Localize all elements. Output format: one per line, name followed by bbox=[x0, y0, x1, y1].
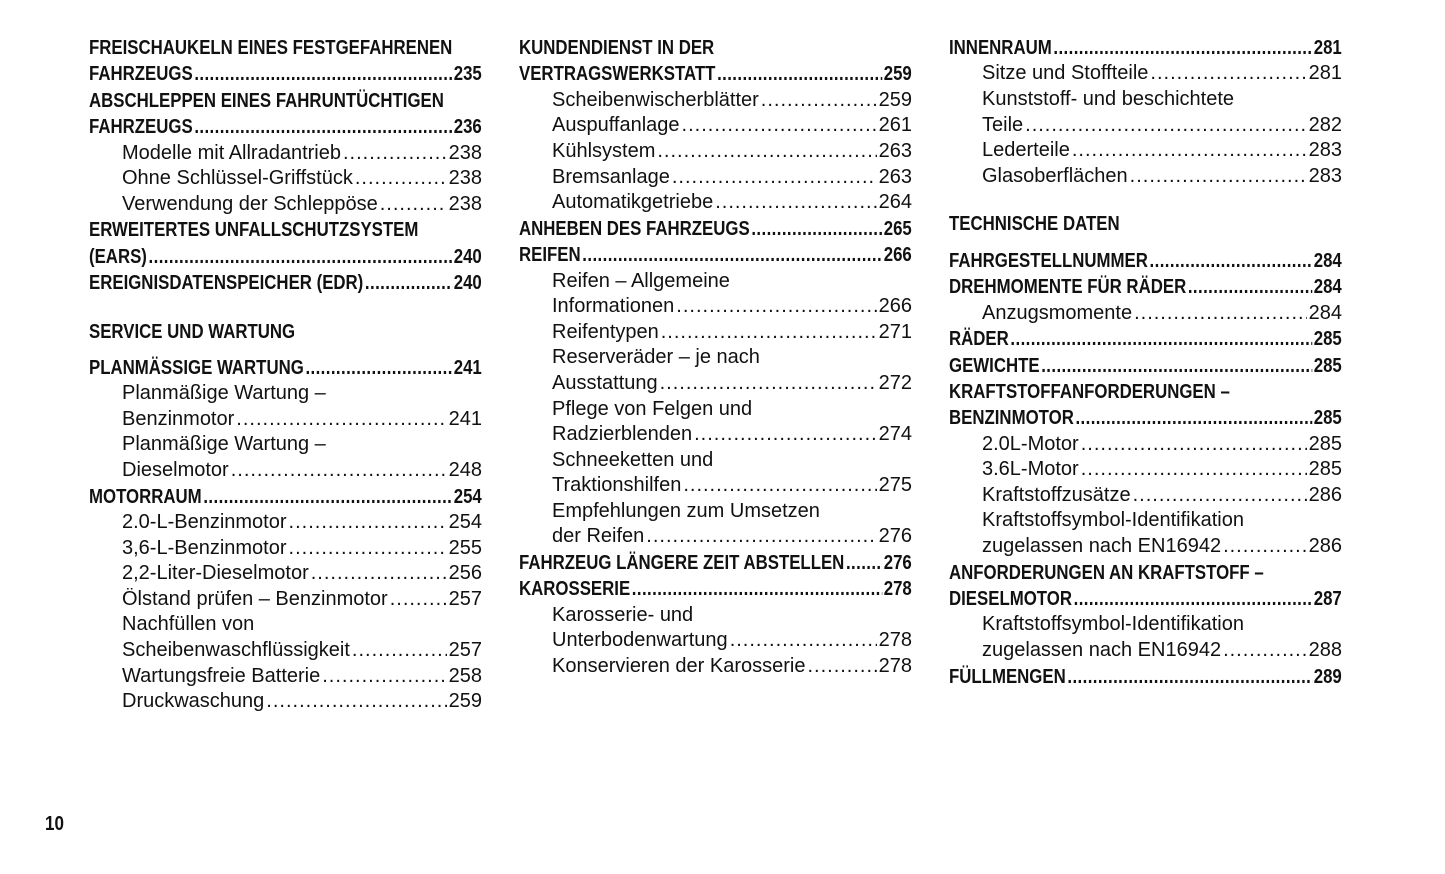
entry-title: VERTRAGSWERKSTATT bbox=[519, 62, 716, 86]
dot-leader bbox=[1010, 327, 1312, 351]
dot-leader bbox=[311, 562, 447, 585]
toc-subentry bbox=[949, 509, 1342, 535]
toc-subentry[interactable] bbox=[519, 525, 912, 551]
dot-leader bbox=[761, 89, 877, 112]
toc-subentry[interactable] bbox=[89, 193, 482, 219]
toc-subentry[interactable] bbox=[89, 511, 482, 537]
dot-leader bbox=[1081, 433, 1307, 456]
page-ref: 281 bbox=[1313, 36, 1342, 59]
page-ref: 259 bbox=[883, 62, 912, 86]
entry-title: TECHNISCHE DATEN bbox=[949, 212, 1120, 236]
toc-subentry[interactable] bbox=[519, 655, 912, 681]
toc-subentry bbox=[519, 500, 912, 526]
page-ref: 257 bbox=[448, 639, 482, 662]
entry-title: Glasoberflächen bbox=[982, 164, 1128, 187]
entry-title: FAHRZEUGS bbox=[89, 62, 193, 86]
entry-title: Kunststoff- und beschichtete bbox=[982, 87, 1235, 110]
entry-title: Benzinmotor bbox=[122, 407, 235, 430]
toc-subentry[interactable] bbox=[949, 458, 1342, 484]
entry-title: 3,6-L-Benzinmotor bbox=[122, 536, 287, 559]
dot-leader bbox=[1150, 62, 1306, 85]
dot-leader bbox=[194, 62, 452, 86]
dot-leader bbox=[390, 588, 447, 611]
page-ref: 286 bbox=[1308, 535, 1342, 558]
entry-title: zugelassen nach EN16942 bbox=[982, 535, 1222, 558]
page-ref: 265 bbox=[883, 216, 912, 240]
dot-leader bbox=[343, 142, 447, 165]
entry-title: Reserveräder – je nach bbox=[552, 346, 760, 369]
entry-title: Empfehlungen zum Umsetzen bbox=[552, 499, 820, 522]
dot-leader bbox=[694, 423, 877, 446]
page-ref: 259 bbox=[878, 88, 912, 111]
dot-leader bbox=[203, 485, 452, 509]
toc-entry[interactable] bbox=[89, 356, 482, 382]
page-ref: 240 bbox=[453, 244, 482, 268]
entry-title: (EARS) bbox=[89, 244, 147, 268]
toc-subentry[interactable] bbox=[519, 191, 912, 217]
page-ref: 264 bbox=[878, 191, 912, 214]
page-ref: 278 bbox=[878, 655, 912, 678]
page-ref: 288 bbox=[1308, 639, 1342, 662]
entry-title: INNENRAUM bbox=[949, 36, 1052, 59]
entry-title: Druckwaschung bbox=[122, 690, 265, 713]
entry-title: Planmäßige Wartung – bbox=[122, 433, 326, 456]
page-ref: 258 bbox=[448, 664, 482, 687]
entry-title: Teile bbox=[982, 113, 1024, 136]
entry-title: KUNDENDIENST IN DER bbox=[519, 36, 715, 59]
entry-title: KRAFTSTOFFANFORDERUNGEN – bbox=[949, 379, 1230, 403]
dot-leader bbox=[149, 245, 453, 269]
entry-title: Dieselmotor bbox=[122, 459, 229, 482]
toc-entry[interactable] bbox=[519, 577, 912, 603]
entry-title: Scheibenwischerblätter bbox=[552, 88, 759, 111]
dot-leader bbox=[1133, 484, 1307, 507]
page-ref: 256 bbox=[448, 562, 482, 585]
page-ref: 285 bbox=[1308, 432, 1342, 455]
dot-leader bbox=[657, 140, 876, 163]
entry-title: BENZINMOTOR bbox=[949, 406, 1074, 430]
dot-leader bbox=[1134, 302, 1307, 325]
entry-title: Reifentypen bbox=[552, 320, 659, 343]
dot-leader bbox=[1041, 354, 1312, 378]
entry-title: ANFORDERUNGEN AN KRAFTSTOFF – bbox=[949, 560, 1264, 584]
toc-subentry[interactable] bbox=[89, 562, 482, 588]
entry-title: Unterbodenwartung bbox=[552, 629, 728, 652]
entry-title: REIFEN bbox=[519, 243, 581, 267]
dot-leader bbox=[289, 537, 447, 560]
page-ref: 263 bbox=[878, 139, 912, 162]
entry-title: zugelassen nach EN16942 bbox=[982, 639, 1222, 662]
dot-leader bbox=[1223, 639, 1307, 662]
entry-title: Ausstattung bbox=[552, 371, 658, 394]
toc-subentry[interactable] bbox=[949, 302, 1342, 328]
dot-leader bbox=[730, 629, 877, 652]
page-ref: 257 bbox=[448, 587, 482, 610]
dot-leader bbox=[194, 115, 452, 139]
entry-title: Kraftstoffsymbol-Identifikation bbox=[982, 509, 1244, 532]
dot-leader bbox=[1223, 535, 1307, 558]
page-ref: 284 bbox=[1308, 301, 1342, 324]
entry-title: Nachfüllen von bbox=[122, 613, 255, 636]
page-ref: 282 bbox=[1308, 113, 1342, 136]
entry-title: KAROSSERIE bbox=[519, 577, 631, 601]
toc-subentry[interactable] bbox=[519, 114, 912, 140]
toc-subentry[interactable] bbox=[949, 535, 1342, 561]
entry-title: Modelle mit Allradantrieb bbox=[122, 141, 341, 164]
toc-subentry bbox=[519, 604, 912, 630]
entry-title: MOTORRAUM bbox=[89, 484, 202, 508]
page-ref: 285 bbox=[1313, 327, 1342, 351]
dot-leader bbox=[672, 166, 877, 189]
dot-leader bbox=[646, 525, 876, 548]
toc-subentry[interactable] bbox=[89, 537, 482, 563]
toc-subentry[interactable] bbox=[89, 142, 482, 168]
entry-title: Kraftstoffsymbol-Identifikation bbox=[982, 613, 1244, 636]
toc-subentry[interactable] bbox=[519, 166, 912, 192]
entry-title: Bremsanlage bbox=[552, 165, 670, 188]
entry-title: ANHEBEN DES FAHRZEUGS bbox=[519, 216, 750, 240]
entry-title: 2.0-L-Benzinmotor bbox=[122, 511, 287, 534]
page-ref: 236 bbox=[453, 115, 482, 139]
toc-entry[interactable] bbox=[949, 406, 1342, 432]
dot-leader bbox=[846, 551, 882, 575]
entry-title: FREISCHAUKELN EINES FESTGEFAHRENEN bbox=[89, 36, 453, 59]
toc-subentry[interactable] bbox=[949, 165, 1342, 191]
toc-subentry[interactable] bbox=[89, 690, 482, 716]
page-ref: 271 bbox=[878, 320, 912, 343]
dot-leader bbox=[676, 295, 876, 318]
toc-entry bbox=[89, 89, 482, 115]
toc-entry bbox=[949, 561, 1342, 587]
dot-leader bbox=[661, 321, 877, 344]
dot-leader bbox=[683, 474, 876, 497]
dot-leader bbox=[1150, 249, 1313, 273]
dot-leader bbox=[807, 655, 876, 678]
toc-entry[interactable] bbox=[949, 354, 1342, 380]
toc-subentry[interactable] bbox=[519, 140, 912, 166]
toc-subentry[interactable] bbox=[89, 665, 482, 691]
entry-title: Konservieren der Karosserie bbox=[552, 655, 806, 678]
toc-subentry[interactable] bbox=[519, 89, 912, 115]
page-ref: 255 bbox=[448, 536, 482, 559]
dot-leader bbox=[380, 193, 447, 216]
toc-subentry[interactable] bbox=[949, 139, 1342, 165]
page-ref: 240 bbox=[453, 271, 482, 295]
toc-subentry bbox=[949, 613, 1342, 639]
page-ref: 238 bbox=[448, 167, 482, 190]
toc-subentry bbox=[89, 613, 482, 639]
entry-title: Traktionshilfen bbox=[552, 474, 682, 497]
entry-title: FAHRZEUG LÄNGERE ZEIT ABSTELLEN bbox=[519, 551, 845, 575]
dot-leader bbox=[322, 665, 446, 688]
dot-leader bbox=[1130, 165, 1307, 188]
toc-subentry[interactable] bbox=[949, 639, 1342, 665]
page-ref: 278 bbox=[878, 629, 912, 652]
toc-column-2 bbox=[519, 36, 912, 681]
dot-leader bbox=[751, 217, 882, 241]
toc-subentry[interactable] bbox=[949, 62, 1342, 88]
page-ref: 259 bbox=[448, 690, 482, 713]
entry-title: PLANMÄSSIGE WARTUNG bbox=[89, 355, 304, 379]
entry-title: Ölstand prüfen – Benzinmotor bbox=[122, 587, 388, 610]
page-ref: 263 bbox=[878, 165, 912, 188]
toc-entry[interactable] bbox=[949, 249, 1342, 275]
section-heading bbox=[89, 320, 482, 346]
page-ref: 274 bbox=[878, 423, 912, 446]
dot-leader bbox=[1053, 36, 1312, 60]
toc-entry[interactable] bbox=[89, 271, 482, 297]
entry-title: Anzugsmomente bbox=[982, 301, 1133, 324]
page-ref: 254 bbox=[448, 511, 482, 534]
toc-entry[interactable] bbox=[949, 327, 1342, 353]
toc-subentry bbox=[89, 433, 482, 459]
entry-title: Verwendung der Schleppöse bbox=[122, 192, 378, 215]
toc-subentry bbox=[519, 449, 912, 475]
page-ref: 283 bbox=[1308, 139, 1342, 162]
page-ref: 285 bbox=[1308, 458, 1342, 481]
page-ref: 287 bbox=[1313, 587, 1342, 611]
toc-subentry[interactable] bbox=[949, 433, 1342, 459]
toc-subentry bbox=[949, 88, 1342, 114]
page-ref: 285 bbox=[1313, 406, 1342, 430]
entry-title: Informationen bbox=[552, 295, 675, 318]
toc-subentry bbox=[519, 346, 912, 372]
entry-title: EREIGNISDATENSPEICHER (EDR) bbox=[89, 271, 364, 295]
toc-subentry bbox=[89, 382, 482, 408]
toc-entry[interactable] bbox=[89, 485, 482, 511]
entry-title: Wartungsfreie Batterie bbox=[122, 664, 321, 687]
dot-leader bbox=[1072, 139, 1307, 162]
entry-title: Reifen – Allgemeine bbox=[552, 269, 730, 292]
page-ref: 285 bbox=[1313, 353, 1342, 377]
page-ref: 254 bbox=[453, 484, 482, 508]
page-ref: 248 bbox=[448, 459, 482, 482]
toc-entry[interactable] bbox=[949, 665, 1342, 691]
toc-subentry[interactable] bbox=[519, 629, 912, 655]
dot-leader bbox=[717, 62, 882, 86]
dot-leader bbox=[582, 243, 882, 267]
page-ref: 261 bbox=[878, 114, 912, 137]
dot-leader bbox=[365, 271, 452, 295]
page-ref: 283 bbox=[1308, 164, 1342, 187]
toc-subentry[interactable] bbox=[89, 588, 482, 614]
toc-column-3 bbox=[949, 36, 1342, 691]
page-ref: 238 bbox=[448, 192, 482, 215]
entry-title: ERWEITERTES UNFALLSCHUTZSYSTEM bbox=[89, 218, 419, 242]
entry-title: Radzierblenden bbox=[552, 423, 693, 446]
dot-leader bbox=[682, 114, 877, 137]
entry-title: Ohne Schlüssel-Griffstück bbox=[122, 167, 353, 190]
dot-leader bbox=[1075, 406, 1312, 430]
dot-leader bbox=[231, 459, 447, 482]
entry-title: Scheibenwaschflüssigkeit bbox=[122, 639, 350, 662]
dot-leader bbox=[1074, 587, 1312, 611]
toc-entry[interactable] bbox=[89, 62, 482, 88]
toc-subentry[interactable] bbox=[519, 474, 912, 500]
dot-leader bbox=[355, 167, 447, 190]
dot-leader bbox=[289, 511, 447, 534]
page-ref: 284 bbox=[1313, 248, 1342, 272]
page-ref: 275 bbox=[878, 474, 912, 497]
entry-title: 3.6L-Motor bbox=[982, 458, 1079, 481]
entry-title: Kühlsystem bbox=[552, 139, 656, 162]
entry-title: 2,2-Liter-Dieselmotor bbox=[122, 562, 309, 585]
toc-entry[interactable] bbox=[89, 115, 482, 141]
page-ref: 289 bbox=[1313, 664, 1342, 688]
entry-title: DIESELMOTOR bbox=[949, 587, 1072, 611]
toc-entry bbox=[89, 218, 482, 244]
entry-title: 2.0L-Motor bbox=[982, 432, 1079, 455]
toc-entry[interactable] bbox=[519, 243, 912, 269]
entry-title: Auspuffanlage bbox=[552, 114, 680, 137]
page-ref: 241 bbox=[453, 355, 482, 379]
entry-title: SERVICE UND WARTUNG bbox=[89, 319, 296, 343]
dot-leader bbox=[305, 356, 452, 380]
toc-entry bbox=[89, 36, 482, 62]
toc-subentry[interactable] bbox=[519, 423, 912, 449]
toc-subentry[interactable] bbox=[949, 484, 1342, 510]
entry-title: Planmäßige Wartung – bbox=[122, 382, 326, 405]
page-ref: 278 bbox=[883, 577, 912, 601]
dot-leader bbox=[660, 372, 877, 395]
dot-leader bbox=[1188, 275, 1312, 299]
toc-subentry bbox=[519, 398, 912, 424]
page-ref: 241 bbox=[448, 407, 482, 430]
dot-leader bbox=[1025, 114, 1306, 137]
entry-title: FAHRZEUGS bbox=[89, 115, 193, 139]
dot-leader bbox=[266, 690, 446, 713]
page-ref: 281 bbox=[1308, 62, 1342, 85]
toc-column-1 bbox=[89, 36, 482, 716]
page-ref: 272 bbox=[878, 371, 912, 394]
page-ref: 266 bbox=[883, 243, 912, 267]
toc-entry[interactable] bbox=[949, 36, 1342, 62]
toc-entry[interactable] bbox=[949, 275, 1342, 301]
dot-leader bbox=[715, 191, 876, 214]
toc-subentry[interactable] bbox=[949, 114, 1342, 140]
entry-title: Sitze und Stoffteile bbox=[982, 62, 1149, 85]
entry-title: Automatikgetriebe bbox=[552, 191, 714, 214]
toc-subentry[interactable] bbox=[89, 639, 482, 665]
entry-title: Schneeketten und bbox=[552, 448, 714, 471]
entry-title: FAHRGESTELLNUMMER bbox=[949, 248, 1148, 272]
toc-entry bbox=[519, 36, 912, 62]
dot-leader bbox=[632, 577, 882, 601]
dot-leader bbox=[236, 408, 446, 431]
entry-title: DREHMOMENTE FÜR RÄDER bbox=[949, 275, 1187, 299]
entry-title: Lederteile bbox=[982, 139, 1070, 162]
entry-title: der Reifen bbox=[552, 525, 645, 548]
page-ref: 235 bbox=[453, 62, 482, 86]
entry-title: Kraftstoffzusätze bbox=[982, 483, 1131, 506]
toc-entry[interactable] bbox=[519, 62, 912, 88]
page-ref: 238 bbox=[448, 141, 482, 164]
dot-leader bbox=[352, 639, 447, 662]
section-heading bbox=[949, 212, 1342, 238]
toc-subentry[interactable] bbox=[89, 459, 482, 485]
toc-entry[interactable] bbox=[519, 217, 912, 243]
toc-subentry[interactable] bbox=[89, 167, 482, 193]
page-ref: 276 bbox=[878, 525, 912, 548]
toc-entry[interactable] bbox=[949, 587, 1342, 613]
entry-title: Pflege von Felgen und bbox=[552, 397, 753, 420]
toc-subentry[interactable] bbox=[519, 295, 912, 321]
toc-entry[interactable] bbox=[89, 245, 482, 271]
toc-subentry bbox=[519, 270, 912, 296]
page-ref: 266 bbox=[878, 295, 912, 318]
entry-title: GEWICHTE bbox=[949, 353, 1040, 377]
dot-leader bbox=[1081, 458, 1307, 481]
toc-subentry[interactable] bbox=[519, 321, 912, 347]
entry-title: FÜLLMENGEN bbox=[949, 664, 1066, 688]
toc-entry[interactable] bbox=[519, 551, 912, 577]
page-ref: 284 bbox=[1313, 275, 1342, 299]
page-ref: 286 bbox=[1308, 483, 1342, 506]
toc-subentry[interactable] bbox=[519, 372, 912, 398]
entry-title: RÄDER bbox=[949, 327, 1009, 351]
entry-title: ABSCHLEPPEN EINES FAHRUNTÜCHTIGEN bbox=[89, 88, 444, 112]
entry-title: Karosserie- und bbox=[552, 603, 694, 626]
toc-subentry[interactable] bbox=[89, 408, 482, 434]
page-number: 10 bbox=[45, 813, 64, 835]
dot-leader bbox=[1067, 665, 1312, 689]
toc-entry bbox=[949, 380, 1342, 406]
page-ref: 276 bbox=[883, 551, 912, 575]
